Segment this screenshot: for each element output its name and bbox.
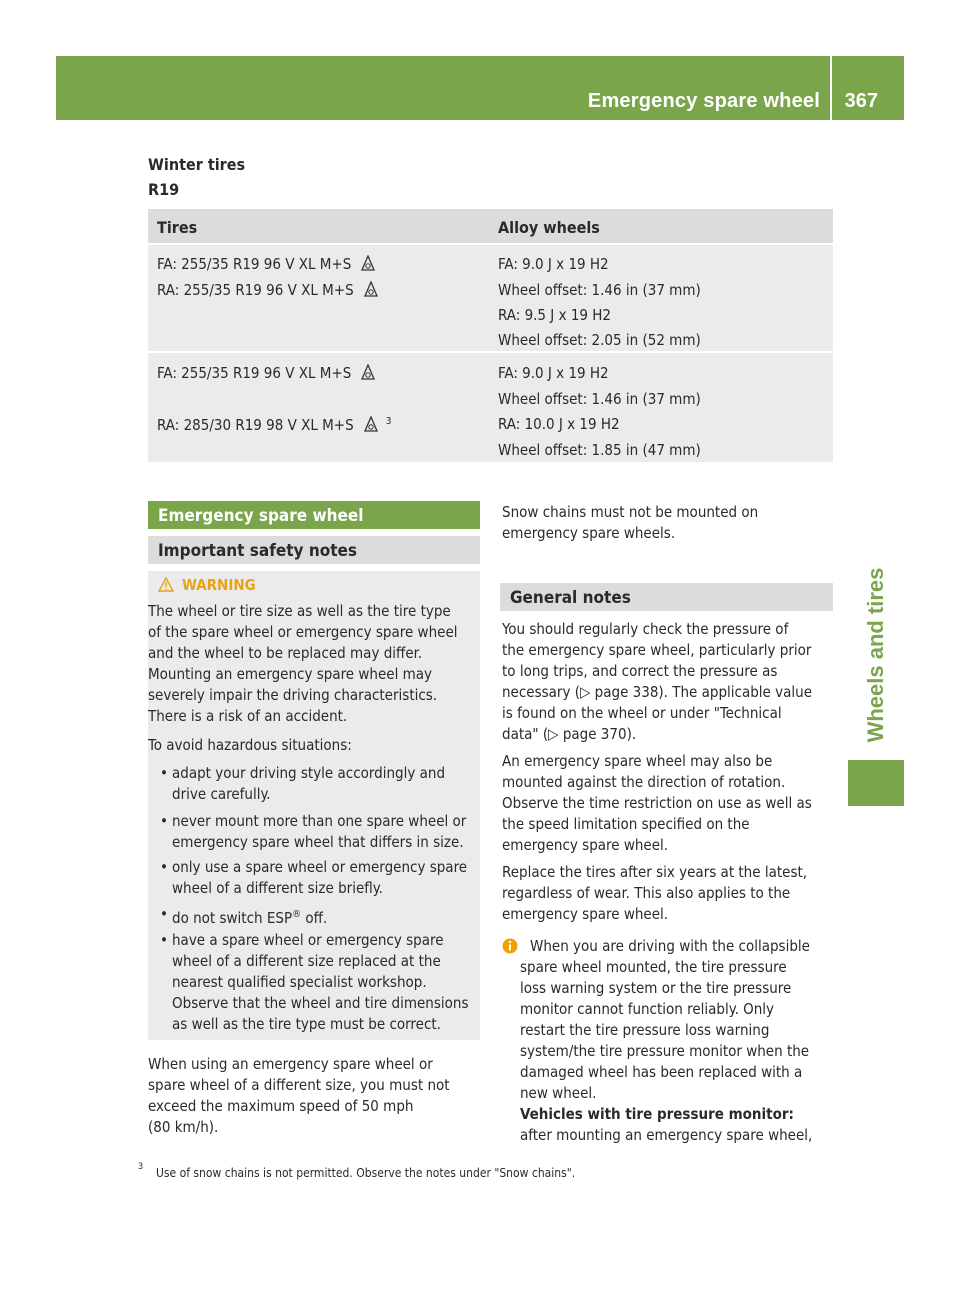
ra-tire-spec	[157, 281, 378, 299]
snowflake-mountain-icon	[361, 255, 375, 271]
tire-spec-text: RA: 285/30 R19 98 V XL M+S	[157, 416, 354, 434]
text-line: never mount more than one spare wheel or	[172, 812, 467, 830]
text-line: nearest qualified specialist workshop.	[172, 973, 427, 991]
text-line: An emergency spare wheel may also be	[502, 752, 773, 770]
header-divider	[830, 56, 832, 120]
text-line: new wheel.	[520, 1084, 597, 1102]
registered-mark: ®	[292, 909, 302, 920]
text-line: The wheel or tire size as well as the tire type	[148, 602, 451, 620]
side-label-text: Wheels and tires	[863, 567, 888, 743]
text-line: Observe that the wheel and tire dimensions	[172, 994, 469, 1012]
text-line: wheel of a different size replaced at the	[172, 952, 441, 970]
snowflake-mountain-icon	[361, 364, 375, 380]
footnote	[138, 1162, 576, 1180]
text-fragment: do not switch ESP	[172, 909, 293, 927]
text-line: adapt your driving style accordingly and	[172, 764, 446, 782]
text-fragment: off.	[301, 909, 328, 927]
text-line: You should regularly check the pressure of	[502, 620, 789, 638]
text-line: loss warning system or the tire pressure	[520, 979, 792, 997]
text-line: emergency spare wheel that differs in size.	[172, 833, 464, 851]
text-line: exceed the maximum speed of 50 mph	[148, 1097, 414, 1115]
snowflake-mountain-icon	[364, 281, 378, 297]
bullet-dot: •	[160, 858, 168, 876]
footnote-ref: 3	[385, 416, 392, 427]
section-heading-text: Emergency spare wheel	[158, 506, 364, 526]
text-line: system/the tire pressure monitor when the	[520, 1042, 810, 1060]
warning-heading	[158, 576, 256, 594]
fa-tire-spec	[157, 255, 375, 273]
wheel-spec: RA: 10.0 J x 19 H2	[498, 415, 620, 433]
bullet-item	[160, 857, 468, 899]
warning-triangle-icon	[158, 577, 174, 592]
speed-limit-text	[148, 1054, 450, 1138]
text-line: emergency spare wheel.	[502, 836, 669, 854]
wheel-spec: Wheel offset: 1.85 in (47 mm)	[498, 441, 701, 459]
wheel-spec: FA: 9.0 J x 19 H2	[498, 255, 609, 273]
text-line: spare wheel mounted, the tire pressure	[520, 958, 787, 976]
winter-tires-title: Winter tires	[148, 155, 246, 174]
snow-chains-text	[502, 502, 758, 544]
warning-box	[148, 571, 480, 1040]
text-line: of the spare wheel or emergency spare wheel	[148, 623, 458, 641]
text-line: (80 km/h).	[148, 1118, 219, 1136]
text-line: and the wheel to be replaced may differ.	[148, 644, 423, 662]
text-line: to long trips, and correct the pressure as	[502, 662, 778, 680]
bullet-item	[160, 763, 446, 805]
text-line: after mounting an emergency spare wheel,	[520, 1126, 813, 1144]
avoid-intro: To avoid hazardous situations:	[148, 736, 352, 754]
section-heading	[148, 501, 480, 529]
text-line: restart the tire pressure loss warning	[520, 1021, 770, 1039]
general-notes-heading	[500, 583, 833, 611]
text-line: Observe the time restriction on use as well as	[502, 794, 812, 812]
ra-tire-spec	[157, 416, 391, 434]
text-line: only use a spare wheel or emergency spare	[172, 858, 468, 876]
bullet-dot: •	[160, 812, 168, 830]
text-line: severely impair the driving characteristics.	[148, 686, 438, 704]
table-header	[148, 209, 833, 243]
text-line: emergency spare wheel.	[502, 905, 669, 923]
bullet-item	[160, 930, 469, 1035]
subsection-heading-text: General notes	[510, 588, 631, 608]
text-line: is found on the wheel or under "Technical	[502, 704, 782, 722]
text-line: There is a risk of an accident.	[148, 707, 348, 725]
text-line: When using an emergency spare wheel or	[148, 1055, 433, 1073]
table-row	[148, 353, 833, 462]
text-line: mounted against the direction of rotation.	[502, 773, 786, 791]
warning-label: WARNING	[182, 576, 256, 594]
rim-size-label: R19	[148, 180, 180, 199]
replace-tires-text	[502, 862, 807, 925]
info-note	[520, 936, 812, 1146]
text-line: as well as the tire type must be correct.	[172, 1015, 441, 1033]
bullet-dot: •	[160, 764, 168, 782]
page-header	[56, 56, 904, 120]
text-line: Snow chains must not be mounted on	[502, 503, 759, 521]
rotation-text	[502, 751, 812, 856]
tire-spec-text: FA: 255/35 R19 96 V XL M+S	[157, 364, 352, 382]
text-line: necessary (▷ page 338). The applicable value	[502, 683, 812, 701]
vehicles-heading: Vehicles with tire pressure monitor:	[520, 1105, 794, 1123]
info-icon	[502, 938, 518, 954]
col-header-wheels: Alloy wheels	[498, 218, 600, 237]
bullet-dot: •	[160, 905, 168, 923]
text-line: Mounting an emergency spare wheel may	[148, 665, 433, 683]
subsection-heading-text: Important safety notes	[158, 541, 358, 561]
wheel-spec: Wheel offset: 1.46 in (37 mm)	[498, 281, 701, 299]
footnote-number: 3	[138, 1162, 144, 1172]
text-line: wheel of a different size briefly.	[172, 879, 383, 897]
text-line: the emergency spare wheel, particularly prior	[502, 641, 812, 659]
bullet-dot: •	[160, 931, 168, 949]
fa-tire-spec	[157, 364, 375, 382]
wheel-spec: Wheel offset: 2.05 in (52 mm)	[498, 331, 701, 349]
col-header-tires: Tires	[157, 218, 198, 237]
snowflake-mountain-icon	[364, 416, 378, 432]
warning-text	[148, 601, 480, 727]
subsection-heading	[148, 536, 480, 564]
header-title: Emergency spare wheel	[587, 90, 820, 112]
text-line: regardless of wear. This also applies to the	[502, 884, 791, 902]
text-line: Replace the tires after six years at the latest,	[502, 863, 808, 881]
text-line: When you are driving with the collapsible	[530, 937, 810, 955]
text-line: damaged wheel has been replaced with a	[520, 1063, 803, 1081]
text-line: emergency spare wheels.	[502, 524, 676, 542]
text-line: spare wheel of a different size, you must not	[148, 1076, 450, 1094]
side-section-label	[848, 560, 904, 750]
pressure-check-text	[502, 619, 812, 745]
footnote-text: Use of snow chains is not permitted. Observe the notes under "Snow chains".	[156, 1166, 576, 1180]
wheel-spec: RA: 9.5 J x 19 H2	[498, 306, 612, 324]
text-line: monitor cannot function reliably. Only	[520, 1000, 775, 1018]
tire-spec-text: RA: 255/35 R19 96 V XL M+S	[157, 281, 354, 299]
bullet-item	[160, 811, 467, 853]
text-line: data" (▷ page 370).	[502, 725, 637, 743]
side-tab-marker	[848, 760, 904, 806]
text-line: drive carefully.	[172, 785, 271, 803]
table-row	[148, 245, 833, 351]
tire-spec-text: FA: 255/35 R19 96 V XL M+S	[157, 255, 352, 273]
text-line: have a spare wheel or emergency spare	[172, 931, 444, 949]
wheel-spec: FA: 9.0 J x 19 H2	[498, 364, 609, 382]
text-line: the speed limitation specified on the	[502, 815, 750, 833]
page-number: 367	[844, 90, 878, 112]
bullet-item	[160, 904, 328, 929]
wheel-spec: Wheel offset: 1.46 in (37 mm)	[498, 390, 701, 408]
